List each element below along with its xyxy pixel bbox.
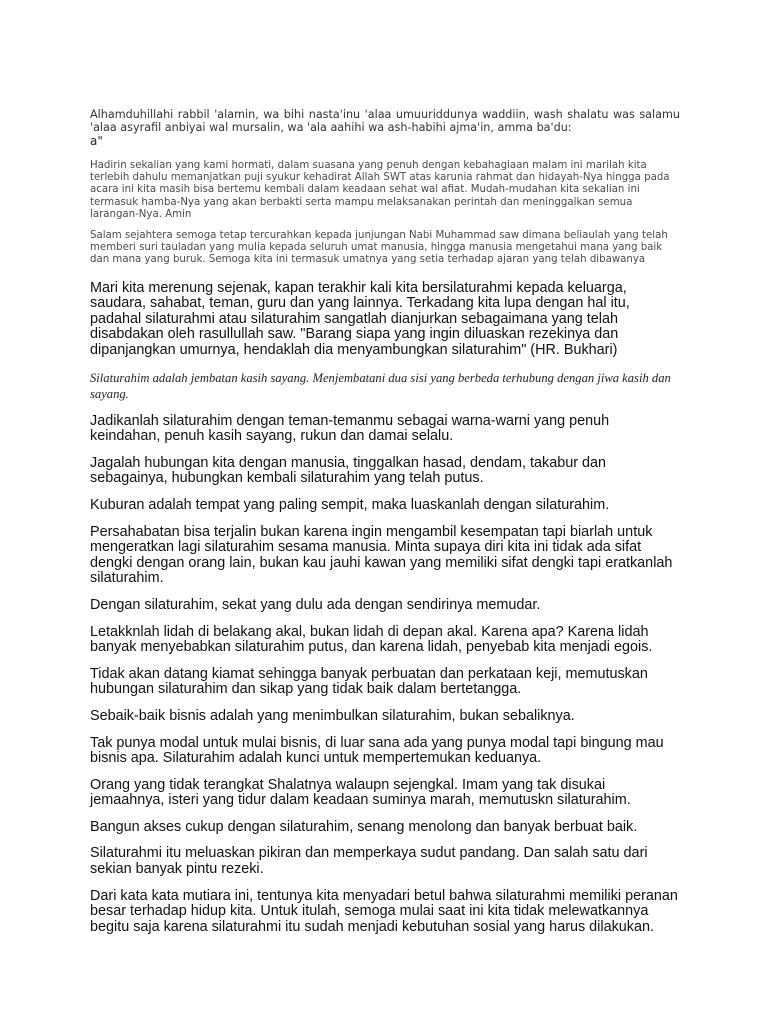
document-page (90, 108, 680, 946)
closing-paragraph: Dari kata kata mutiara ini, tentunya kita menyadari betul bahwa silaturahmi memiliki peranan besar terhadap hidup kita. Untuk itulah, semoga mulai saat ini kita tidak melewatkannya begitu saja karena silaturahmi itu sudah menjadi kebutuhan sosial yang harus dilakukan. (90, 887, 678, 935)
quote-item: Sebaik-baik bisnis adalah yang menimbulkan silaturahim, bukan sebaliknya. (90, 707, 575, 724)
intro-paragraph: Mari kita merenung sejenak, kapan terakhir kali kita bersilaturahmi kepada keluarga, saudara, sahabat, teman, guru dan yang lainnya. Terkadang kita lupa dengan hal itu, padahal silaturahmi atau silaturahim sangatlah dianjurkan sebagaimana yang telah disabdakan oleh rasullullah saw. "Barang siapa yang ingin diluaskan rezekinya dan dipanjangkan umurnya, hendaklah dia menyambungkan silaturahim" (HR. Bukhari) (90, 279, 630, 358)
quote-item: Dengan silaturahim, sekat yang dulu ada dengan sendirinya memudar. (90, 596, 541, 613)
opening-prayer: Alhamduhillahi rabbil 'alamin, wa bihi nasta'inu 'alaa umuuriddunya waddiin, wash shalatu was salamu 'alaa asyrafil anbiyai wal mursalin, wa 'ala aahihi wa ash-habihi ajma'in, amma ba'du: (90, 108, 680, 134)
quote-item: Jadikanlah silaturahim dengan teman-temanmu sebagai warna-warni yang penuh keindahan, penuh kasih sayang, rukun dan damai selalu. (90, 412, 610, 445)
stray-glyph: a" (90, 134, 103, 148)
greeting-paragraph: Hadirin sekalian yang kami hormati, dalam suasana yang penuh dengan kebahagiaan malam ini marilah kita terlebih dahulu memanjatkan puji syukur kehadirat Allah SWT atas karunia rahmat dan hidayah-Nya hingga pada acara ini kita masih bisa bertemu kembali dalam keadaan sehat wal afiat. Mudah-mudahan kita sekalian ini termasuk hamba-Nya yang akan berbakti serta mampu melaksanakan perintah dan meninggalkan semua larangan-Nya. Amin (90, 160, 670, 220)
quote-item: Persahabatan bisa terjalin bukan karena ingin mengambil kesempatan tapi biarlah untuk mengeratkan lagi silaturahim sesama manusia. Minta supaya diri kita ini tidak ada sifat dengki dengan orang lain, bukan kau jauhi kawan yang memiliki sifat dengki tapi eratkanlah silaturahim. (90, 523, 673, 587)
quote-item: Jagalah hubungan kita dengan manusia, tinggalkan hasad, dendam, takabur dan sebagainya, hubungkan kembali silaturahim yang telah putus. (90, 454, 607, 487)
quote-item: Orang yang tidak terangkat Shalatnya walaupn sejengkal. Imam yang tak disukai jemaahnya, isteri yang tidur dalam keadaan suminya marah, memutuskn silaturahim. (90, 776, 631, 809)
salutation-paragraph: Salam sejahtera semoga tetap tercurahkan kepada junjungan Nabi Muhammad saw dimana beliaulah yang telah memberi suri tauladan yang mulia kepada seluruh umat manusia, hingga manusia mengetahui mana yang baik dan mana yang buruk. Semoga kita ini termasuk umatnya yang setia terhadap ajaran yang telah dibawanya (90, 230, 668, 266)
quote-item: Bangun akses cukup dengan silaturahim, senang menolong dan banyak berbuat baik. (90, 818, 638, 835)
quote-item: Tak punya modal untuk mulai bisnis, di luar sana ada yang punya modal tapi bingung mau bisnis apa. Silaturahim adalah kunci untuk mempertemukan keduanya. (90, 734, 664, 767)
quote-item: Silaturahmi itu meluaskan pikiran dan memperkaya sudut pandang. Dan salah satu dari sekian banyak pintu rezeki. (90, 845, 648, 878)
italic-quote: Silaturahim adalah jembatan kasih sayang. Menjembatani dua sisi yang berbeda terhubung dengan jiwa kasih dan sayang. (90, 370, 671, 401)
quote-item: Kuburan adalah tempat yang paling sempit, maka luaskanlah dengan silaturahim. (90, 496, 610, 513)
quote-item: Tidak akan datang kiamat sehingga banyak perbuatan dan perkataan keji, memutuskan hubungan silaturahim dan sikap yang tidak baik dalam bertetangga. (90, 665, 648, 698)
quote-item: Letakknlah lidah di belakang akal, bukan lidah di depan akal. Karena apa? Karena lidah banyak menyebabkan silaturahim putus, dan karena lidah, penyebab kita menjadi egois. (90, 623, 653, 656)
